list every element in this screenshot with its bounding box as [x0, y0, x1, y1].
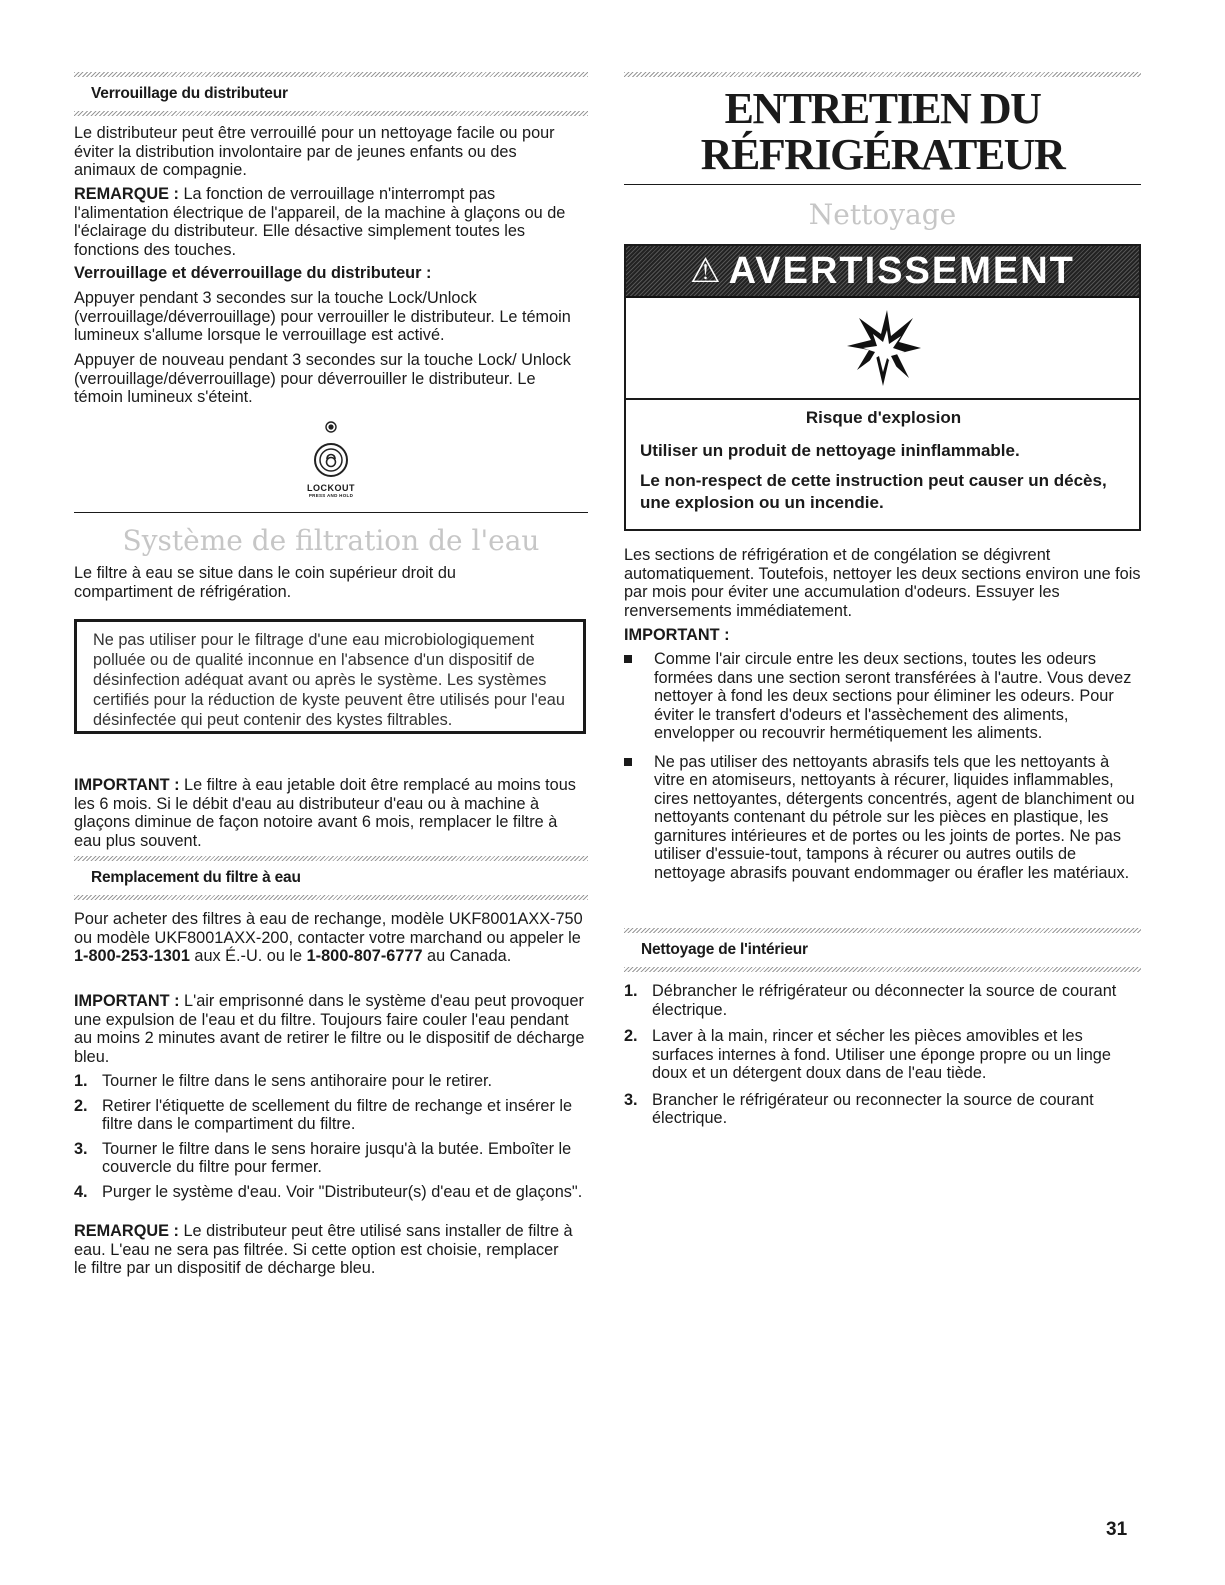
page-title-line-2: RÉFRIGÉRATEUR: [700, 130, 1065, 179]
lock-para-2: Appuyer de nouveau pendant 3 secondes sur la touche Lock/ Unlock (verrouillage/déverrouillage) pour déverrouiller le distributeur. Le témoin lumineux s'éteint.: [74, 351, 571, 406]
phone-canada: 1-800-807-6777: [306, 947, 423, 965]
bullet-text: Ne pas utiliser des nettoyants abrasifs tels que les nettoyants à vitre en atomiseurs, nettoyants à récurer, liquides inflammables, cires nettoyantes, détergents concentrés, agent de blanchiment ou nettoyants contenant du pétrole sur les pièces en plastique, les garnitures intérieures et de portes ou les joints de portes. Ne pas utiliser d'essuie-tout, tampons à récurer ou autres outils de nettoyage abrasifs pouvant endommager ou érafler les matériaux.: [654, 752, 1135, 882]
warning-box: [624, 244, 1141, 531]
warning-body: [626, 400, 1139, 514]
lock-para-1: Appuyer pendant 3 secondes sur la touche Lock/Unlock (verrouillage/déverrouillage) pour verrouiller le distributeur. Le témoin lumineux s'allume lorsque le verrouillage est activé.: [74, 289, 571, 344]
bullet-icon: [624, 758, 632, 766]
dispenser-lock-heading: Verrouillage du distributeur: [91, 85, 288, 102]
step-number: 4.: [74, 1182, 88, 1201]
lock-subheading: Verrouillage et déverrouillage du distributeur :: [74, 264, 432, 282]
step-text: Purger le système d'eau. Voir "Distributeur(s) d'eau et de glaçons".: [102, 1182, 583, 1201]
explosion-icon: [843, 308, 923, 388]
step-text: Retirer l'étiquette de scellement du filtre de rechange et insérer le filtre dans le compartiment du filtre.: [102, 1096, 573, 1133]
cleaning-bullets: [624, 650, 1141, 888]
list-item: [74, 1097, 588, 1134]
replacement-important-text: L'air emprisonné dans le système d'eau peut provoquer une expulsion de l'eau et du filtre. Toujours faire couler l'eau pendant au moins 2 minutes avant de retirer le filtre ou le dispositif de décharge bleu.: [74, 992, 585, 1066]
section-divider: [74, 512, 588, 513]
step-text: Tourner le filtre dans le sens antihoraire pour le retirer.: [102, 1072, 493, 1090]
interior-cleaning-heading-block: [624, 928, 1141, 972]
replacement-intro-b: aux É.-U. ou le: [189, 947, 307, 965]
lock-note-text: La fonction de verrouillage n'interrompt pas l'alimentation électrique de l'appareil, de la machine à glaçons ou de l'éclairage du distributeur. Elle désactive simplement toutes les fonctions des touches.: [74, 185, 566, 259]
warning-title: Risque d'explosion: [805, 408, 962, 427]
step-number: 2.: [624, 1027, 638, 1045]
replacement-note: [74, 1222, 574, 1278]
important-label: IMPORTANT :: [624, 626, 730, 644]
warning-line-2: Le non-respect de cette instruction peut causer un décès, une explosion ou un incendie.: [640, 471, 1107, 512]
page-title: [624, 86, 1141, 178]
filter-notice-box: [74, 619, 586, 734]
step-text: Débrancher le réfrigérateur ou déconnecter la source de courant électrique.: [652, 982, 1117, 1019]
step-number: 3.: [624, 1090, 638, 1109]
filter-intro: Le filtre à eau se situe dans le coin supérieur droit du compartiment de réfrigération.: [74, 564, 456, 601]
hatch-rule: [624, 72, 1141, 77]
phone-us: 1-800-253-1301: [74, 947, 190, 965]
step-text: Tourner le filtre dans le sens horaire jusqu'à la butée. Emboîter le couvercle du filtre pour fermer.: [102, 1139, 572, 1176]
filter-important: [74, 776, 586, 850]
list-item: [74, 1183, 588, 1202]
interior-steps: [624, 982, 1141, 1134]
lockout-label: LOCKOUT: [307, 483, 355, 493]
step-text: Brancher le réfrigérateur ou reconnecter la source de courant électrique.: [652, 1090, 1094, 1127]
replacement-important-label: IMPORTANT :: [74, 992, 180, 1010]
section-divider: [624, 184, 1141, 185]
list-item: [74, 1140, 588, 1177]
list-item: [624, 1091, 1141, 1128]
interior-cleaning-heading: Nettoyage de l'intérieur: [641, 941, 808, 958]
lockout-sublabel: PRESS AND HOLD: [308, 493, 354, 498]
replacement-note-label: REMARQUE :: [74, 1222, 179, 1240]
replacement-note-text: Le distributeur peut être utilisé sans installer de filtre à eau. L'eau ne sera pas filtrée. Si cette option est choisie, remplacer le filtre par un dispositif de décharge bleu.: [74, 1222, 573, 1277]
filter-important-text: Le filtre à eau jetable doit être remplacé au moins tous les 6 mois. Si le débit d'eau au distributeur d'eau ou à machine à glaçons diminue de façon notoire avant 6 mois, remplacer le filtre à eau plus souvent.: [74, 776, 576, 850]
lockout-key-icon: [74, 442, 588, 483]
list-item: [624, 650, 1141, 743]
hatch-rule: [74, 895, 588, 900]
bullet-text: Comme l'air circule entre les deux sections, toutes les odeurs formées dans une section seront transférées à l'autre. Vous devez nettoyer à fond les deux sections pour éliminer les odeurs. Pour éviter le transfert d'odeurs et l'assèchement des aliments, envelopper ou recouvrir hermétiquement les aliments.: [654, 650, 1132, 742]
hatch-rule: [74, 111, 588, 116]
page-title-line-1: ENTRETIEN DU: [724, 84, 1041, 133]
lock-note-label: REMARQUE :: [74, 185, 179, 203]
warning-header: [626, 246, 1139, 298]
water-filter-title: Système de filtration de l'eau: [122, 524, 540, 557]
list-item: [624, 1027, 1141, 1083]
bullet-icon: [624, 655, 632, 663]
warning-icon-area: [626, 298, 1139, 400]
step-text: Laver à la main, rincer et sécher les pièces amovibles et les surfaces internes à fond. Utiliser une éponge propre ou un linge doux et un détergent doux dans de l'eau tiède.: [652, 1027, 1111, 1082]
filter-important-label: IMPORTANT :: [74, 776, 180, 794]
filter-replacement-heading-block: [74, 856, 588, 900]
lock-note: [74, 185, 586, 259]
replacement-intro-c: au Canada.: [422, 947, 512, 965]
step-number: 1.: [624, 982, 638, 1000]
warning-triangle-icon: ⚠: [690, 252, 723, 290]
step-number: 1.: [74, 1072, 88, 1090]
lock-intro: Le distributeur peut être verrouillé pour un nettoyage facile ou pour éviter la distribution involontaire par de jeunes enfants ou des animaux de compagnie.: [74, 124, 555, 179]
step-number: 3.: [74, 1139, 88, 1158]
replacement-steps: [74, 1072, 588, 1207]
list-item: [74, 1072, 588, 1091]
dispenser-lock-heading-block: [74, 72, 588, 116]
list-item: [624, 753, 1141, 883]
list-item: [624, 982, 1141, 1019]
lockout-indicator-icon: [74, 420, 588, 438]
lockout-button-graphic: [74, 420, 588, 498]
warning-header-text: AVERTISSEMENT: [728, 249, 1075, 292]
replacement-intro-a: Pour acheter des filtres à eau de rechange, modèle UKF8001AXX-750 ou modèle UKF8001AXX-200, contacter votre marchand ou appeler le: [74, 910, 583, 947]
step-number: 2.: [74, 1096, 88, 1115]
replacement-important: [74, 992, 588, 1066]
cleaning-title: Nettoyage: [808, 198, 957, 231]
page-number: 31: [1106, 1519, 1128, 1540]
replacement-intro: [74, 910, 588, 966]
filter-notice-text: Ne pas utiliser pour le filtrage d'une eau microbiologiquement polluée ou de qualité inconnue en l'absence d'un dispositif de désinfection adéquat avant ou après le système. Les systèmes certifiés pour la réduction de kyste peuvent être utilisés pour l'eau désinfectée qui peut contenir des kystes filtrables.: [93, 631, 565, 729]
filter-replacement-heading: Remplacement du filtre à eau: [91, 869, 301, 886]
warning-line-1: Utiliser un produit de nettoyage ininflammable.: [640, 441, 1020, 460]
hatch-rule: [624, 967, 1141, 972]
cleaning-intro: Les sections de réfrigération et de congélation se dégivrent automatiquement. Toutefois, nettoyer les deux sections environ une fois par mois pour éviter une accumulation d'odeurs. Essuyer les renversements immédiatement.: [624, 546, 1141, 620]
